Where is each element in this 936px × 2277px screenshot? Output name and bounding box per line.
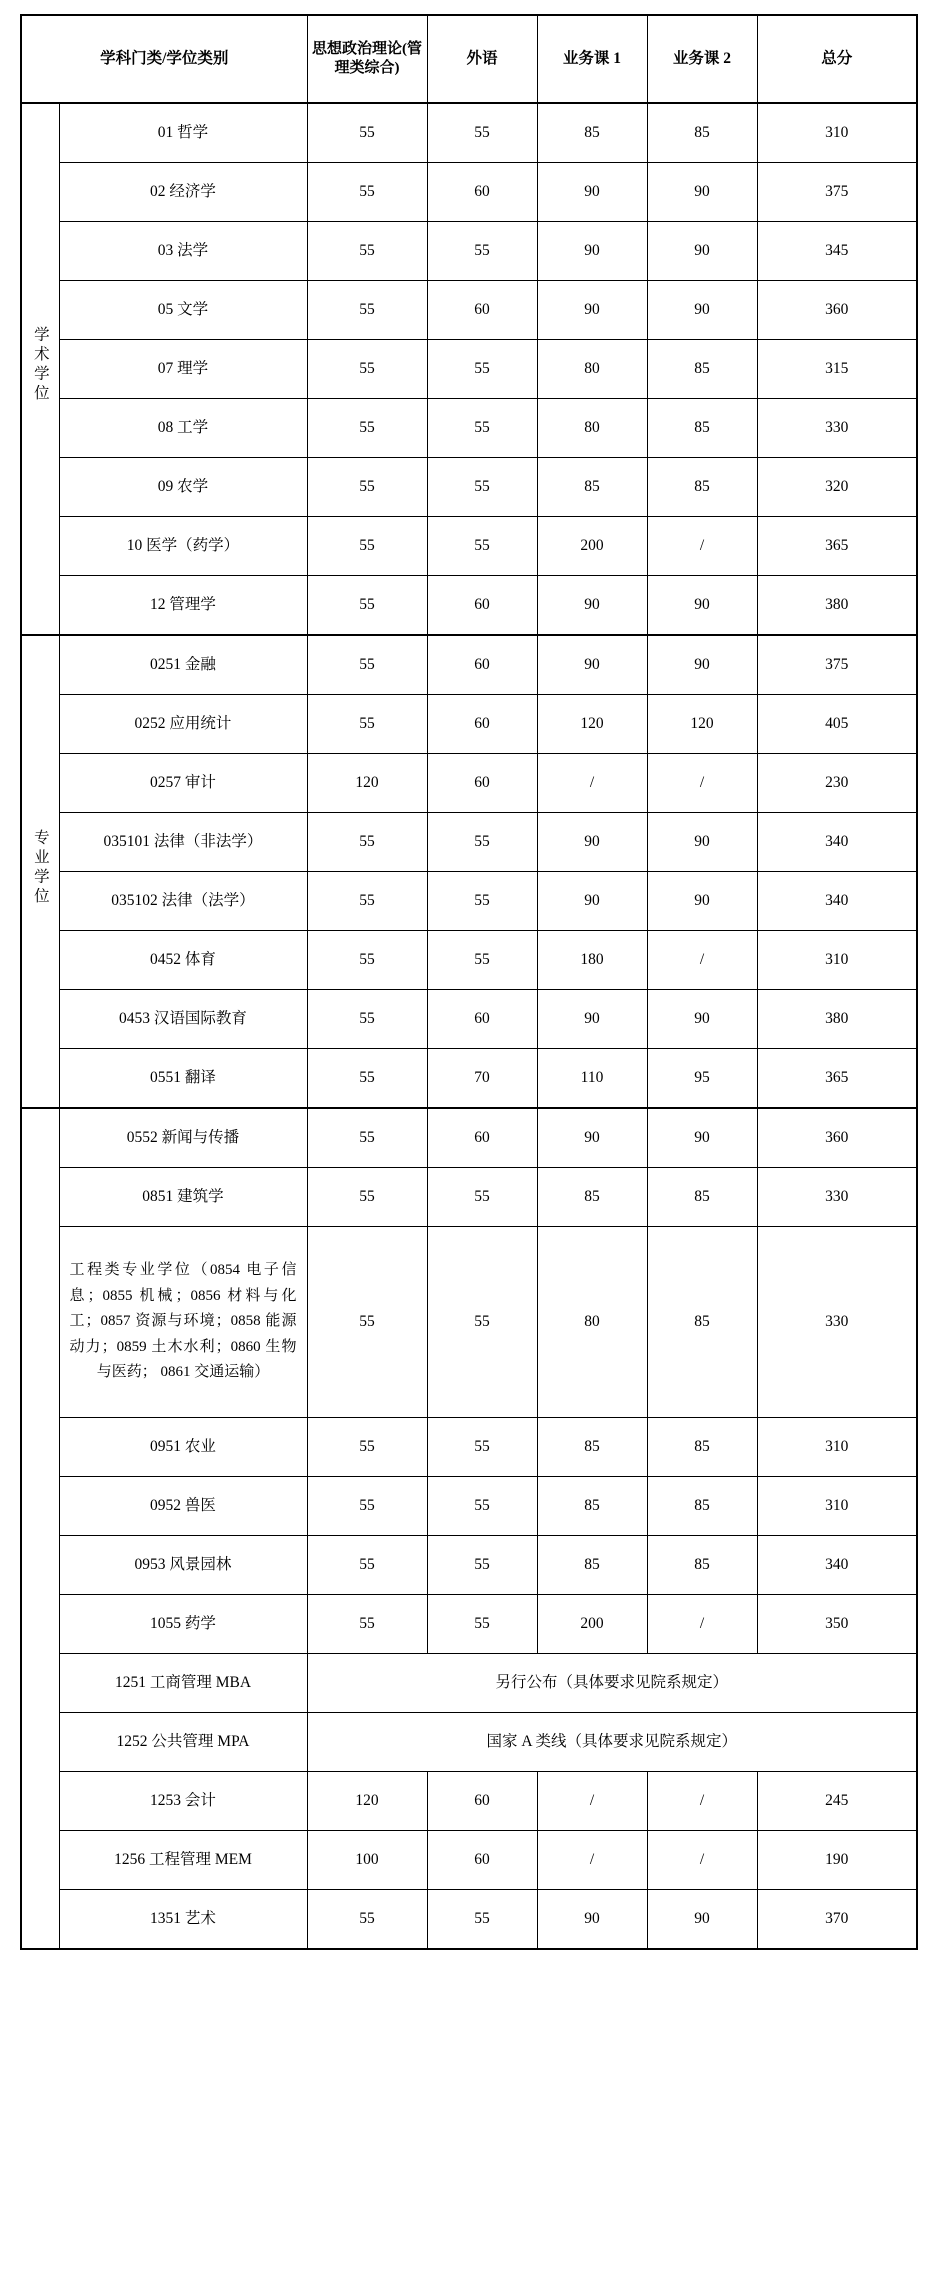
merged-note-cell: 另行公布（具体要求见院系规定） [307, 1654, 917, 1713]
prof2-score-cell: 85 [647, 399, 757, 458]
foreign-score-cell: 55 [427, 813, 537, 872]
prof2-score-cell: 120 [647, 695, 757, 754]
foreign-score-cell: 55 [427, 222, 537, 281]
header-prof1: 业务课 1 [537, 15, 647, 103]
total-score-cell: 360 [757, 281, 917, 340]
prof1-score-cell: 90 [537, 635, 647, 695]
major-name-cell: 08 工学 [59, 399, 307, 458]
prof2-score-cell: 90 [647, 1108, 757, 1168]
politics-score-cell: 55 [307, 340, 427, 399]
total-score-cell: 330 [757, 1227, 917, 1418]
total-score-cell: 330 [757, 399, 917, 458]
total-score-cell: 310 [757, 931, 917, 990]
foreign-score-cell: 60 [427, 1831, 537, 1890]
major-name-cell: 1252 公共管理 MPA [59, 1713, 307, 1772]
table-row [21, 222, 917, 281]
prof1-score-cell: 85 [537, 103, 647, 163]
total-score-cell: 365 [757, 1049, 917, 1109]
prof2-score-cell: / [647, 931, 757, 990]
table-row [21, 399, 917, 458]
politics-score-cell: 55 [307, 1049, 427, 1109]
total-score-cell: 345 [757, 222, 917, 281]
politics-score-cell: 55 [307, 163, 427, 222]
foreign-score-cell: 60 [427, 635, 537, 695]
total-score-cell: 340 [757, 872, 917, 931]
foreign-score-cell: 55 [427, 1536, 537, 1595]
total-score-cell: 405 [757, 695, 917, 754]
foreign-score-cell: 55 [427, 1227, 537, 1418]
table-row [21, 1595, 917, 1654]
politics-score-cell: 55 [307, 1227, 427, 1418]
header-prof2: 业务课 2 [647, 15, 757, 103]
table-body [21, 103, 917, 1949]
table-row [21, 1654, 917, 1713]
prof1-score-cell: 120 [537, 695, 647, 754]
prof1-score-cell: 80 [537, 1227, 647, 1418]
foreign-score-cell: 55 [427, 931, 537, 990]
foreign-score-cell: 55 [427, 1890, 537, 1950]
foreign-score-cell: 60 [427, 281, 537, 340]
major-name-cell: 1351 艺术 [59, 1890, 307, 1950]
politics-score-cell: 55 [307, 576, 427, 636]
table-row [21, 635, 917, 695]
major-name-cell: 01 哲学 [59, 103, 307, 163]
politics-score-cell: 55 [307, 1595, 427, 1654]
politics-score-cell: 55 [307, 990, 427, 1049]
table-row [21, 340, 917, 399]
politics-score-cell: 55 [307, 517, 427, 576]
prof1-score-cell: 200 [537, 517, 647, 576]
table-row [21, 1713, 917, 1772]
total-score-cell: 310 [757, 1418, 917, 1477]
prof1-score-cell: 90 [537, 813, 647, 872]
prof1-score-cell: 85 [537, 1477, 647, 1536]
politics-score-cell: 55 [307, 1108, 427, 1168]
politics-score-cell: 55 [307, 103, 427, 163]
major-name-cell: 0452 体育 [59, 931, 307, 990]
prof2-score-cell: 85 [647, 1418, 757, 1477]
table-row [21, 281, 917, 340]
merged-note-cell: 国家 A 类线（具体要求见院系规定） [307, 1713, 917, 1772]
major-name-cell: 1253 会计 [59, 1772, 307, 1831]
major-name-cell: 0252 应用统计 [59, 695, 307, 754]
group-label-text: 专业学位 [31, 828, 49, 907]
table-row [21, 1108, 917, 1168]
major-name-cell: 035101 法律（非法学） [59, 813, 307, 872]
header-total: 总分 [757, 15, 917, 103]
prof1-score-cell: 200 [537, 1595, 647, 1654]
major-name-cell: 035102 法律（法学） [59, 872, 307, 931]
prof2-score-cell: 85 [647, 103, 757, 163]
politics-score-cell: 55 [307, 872, 427, 931]
prof1-score-cell: 90 [537, 990, 647, 1049]
prof2-score-cell: / [647, 517, 757, 576]
politics-score-cell: 55 [307, 1477, 427, 1536]
table-row [21, 163, 917, 222]
prof2-score-cell: / [647, 1772, 757, 1831]
score-line-table [20, 14, 918, 1950]
total-score-cell: 310 [757, 1477, 917, 1536]
total-score-cell: 380 [757, 576, 917, 636]
major-name-cell: 0453 汉语国际教育 [59, 990, 307, 1049]
table-row [21, 1477, 917, 1536]
major-name-cell: 0952 兽医 [59, 1477, 307, 1536]
prof2-score-cell: 90 [647, 163, 757, 222]
prof2-score-cell: 95 [647, 1049, 757, 1109]
major-name-cell: 0251 金融 [59, 635, 307, 695]
prof2-score-cell: 85 [647, 1477, 757, 1536]
total-score-cell: 360 [757, 1108, 917, 1168]
group-label-cell [21, 103, 59, 635]
total-score-cell: 320 [757, 458, 917, 517]
prof1-score-cell: 85 [537, 1418, 647, 1477]
total-score-cell: 340 [757, 1536, 917, 1595]
prof2-score-cell: 90 [647, 1890, 757, 1950]
foreign-score-cell: 55 [427, 1418, 537, 1477]
group-label-cell [21, 1108, 59, 1949]
table-row [21, 103, 917, 163]
politics-score-cell: 55 [307, 813, 427, 872]
total-score-cell: 375 [757, 163, 917, 222]
prof1-score-cell: 85 [537, 1536, 647, 1595]
major-name-cell: 05 文学 [59, 281, 307, 340]
table-row [21, 1168, 917, 1227]
table-row [21, 1049, 917, 1109]
major-name-cell: 1256 工程管理 MEM [59, 1831, 307, 1890]
prof2-score-cell: 90 [647, 872, 757, 931]
foreign-score-cell: 55 [427, 517, 537, 576]
prof1-score-cell: 90 [537, 222, 647, 281]
politics-score-cell: 120 [307, 1772, 427, 1831]
header-row [21, 15, 917, 103]
politics-score-cell: 55 [307, 695, 427, 754]
major-name-cell: 0953 风景园林 [59, 1536, 307, 1595]
foreign-score-cell: 60 [427, 1772, 537, 1831]
prof2-score-cell: 85 [647, 1227, 757, 1418]
table-row [21, 458, 917, 517]
total-score-cell: 330 [757, 1168, 917, 1227]
prof1-score-cell: / [537, 1772, 647, 1831]
prof1-score-cell: 90 [537, 576, 647, 636]
table-row [21, 1772, 917, 1831]
table-row [21, 695, 917, 754]
prof2-score-cell: 90 [647, 990, 757, 1049]
prof2-score-cell: / [647, 1595, 757, 1654]
politics-score-cell: 55 [307, 1168, 427, 1227]
foreign-score-cell: 55 [427, 399, 537, 458]
major-name-cell: 0851 建筑学 [59, 1168, 307, 1227]
foreign-score-cell: 55 [427, 1477, 537, 1536]
politics-score-cell: 55 [307, 458, 427, 517]
foreign-score-cell: 60 [427, 695, 537, 754]
table-header [21, 15, 917, 103]
table-row [21, 1831, 917, 1890]
major-name-cell: 10 医学（药学） [59, 517, 307, 576]
prof1-score-cell: 85 [537, 458, 647, 517]
foreign-score-cell: 70 [427, 1049, 537, 1109]
foreign-score-cell: 55 [427, 1595, 537, 1654]
prof1-score-cell: 90 [537, 281, 647, 340]
prof1-score-cell: 90 [537, 1890, 647, 1950]
politics-score-cell: 55 [307, 635, 427, 695]
total-score-cell: 370 [757, 1890, 917, 1950]
prof1-score-cell: 110 [537, 1049, 647, 1109]
politics-score-cell: 100 [307, 1831, 427, 1890]
major-name-cell: 0951 农业 [59, 1418, 307, 1477]
prof2-score-cell: 85 [647, 458, 757, 517]
politics-score-cell: 55 [307, 1536, 427, 1595]
foreign-score-cell: 60 [427, 990, 537, 1049]
table-row [21, 990, 917, 1049]
foreign-score-cell: 60 [427, 1108, 537, 1168]
total-score-cell: 230 [757, 754, 917, 813]
politics-score-cell: 55 [307, 931, 427, 990]
total-score-cell: 365 [757, 517, 917, 576]
major-name-cell: 0257 审计 [59, 754, 307, 813]
table-row [21, 517, 917, 576]
table-row [21, 754, 917, 813]
table-row [21, 1418, 917, 1477]
major-name-cell: 12 管理学 [59, 576, 307, 636]
prof2-score-cell: 90 [647, 222, 757, 281]
header-politics: 思想政治理论(管理类综合) [307, 15, 427, 103]
group-label-cell [21, 635, 59, 1108]
politics-score-cell: 55 [307, 1890, 427, 1950]
prof1-score-cell: 80 [537, 399, 647, 458]
foreign-score-cell: 55 [427, 340, 537, 399]
total-score-cell: 315 [757, 340, 917, 399]
politics-score-cell: 55 [307, 1418, 427, 1477]
prof2-score-cell: / [647, 1831, 757, 1890]
prof2-score-cell: 85 [647, 340, 757, 399]
foreign-score-cell: 55 [427, 103, 537, 163]
major-name-cell: 07 理学 [59, 340, 307, 399]
prof2-score-cell: 85 [647, 1536, 757, 1595]
major-name-cell: 1055 药学 [59, 1595, 307, 1654]
foreign-score-cell: 55 [427, 1168, 537, 1227]
total-score-cell: 340 [757, 813, 917, 872]
major-name-cell: 0551 翻译 [59, 1049, 307, 1109]
group-label-text: 学术学位 [31, 326, 49, 405]
total-score-cell: 375 [757, 635, 917, 695]
politics-score-cell: 120 [307, 754, 427, 813]
table-row [21, 872, 917, 931]
total-score-cell: 310 [757, 103, 917, 163]
total-score-cell: 380 [757, 990, 917, 1049]
foreign-score-cell: 60 [427, 754, 537, 813]
major-name-cell: 0552 新闻与传播 [59, 1108, 307, 1168]
total-score-cell: 190 [757, 1831, 917, 1890]
table-row [21, 1227, 917, 1418]
prof2-score-cell: 90 [647, 576, 757, 636]
prof2-score-cell: 85 [647, 1168, 757, 1227]
total-score-cell: 350 [757, 1595, 917, 1654]
foreign-score-cell: 60 [427, 576, 537, 636]
table-row [21, 1536, 917, 1595]
prof2-score-cell: 90 [647, 813, 757, 872]
prof1-score-cell: 85 [537, 1168, 647, 1227]
politics-score-cell: 55 [307, 281, 427, 340]
table-row [21, 931, 917, 990]
table-row [21, 1890, 917, 1950]
header-major: 学科门类/学位类别 [21, 15, 307, 103]
total-score-cell: 245 [757, 1772, 917, 1831]
prof2-score-cell: / [647, 754, 757, 813]
prof1-score-cell: / [537, 1831, 647, 1890]
major-name-cell: 09 农学 [59, 458, 307, 517]
prof2-score-cell: 90 [647, 281, 757, 340]
prof1-score-cell: 90 [537, 1108, 647, 1168]
major-name-cell: 工程类专业学位（0854 电子信息；0855 机械；0856 材料与化工；0857 资源与环境；0858 能源动力；0859 土木水利；0860 生物与医药； 0861 交通运输） [59, 1227, 307, 1418]
prof1-score-cell: 90 [537, 163, 647, 222]
politics-score-cell: 55 [307, 399, 427, 458]
politics-score-cell: 55 [307, 222, 427, 281]
table-row [21, 813, 917, 872]
major-name-cell: 02 经济学 [59, 163, 307, 222]
major-name-cell: 1251 工商管理 MBA [59, 1654, 307, 1713]
table-row [21, 576, 917, 636]
prof1-score-cell: / [537, 754, 647, 813]
prof2-score-cell: 90 [647, 635, 757, 695]
prof1-score-cell: 80 [537, 340, 647, 399]
foreign-score-cell: 55 [427, 458, 537, 517]
foreign-score-cell: 55 [427, 872, 537, 931]
header-foreign: 外语 [427, 15, 537, 103]
major-name-cell: 03 法学 [59, 222, 307, 281]
prof1-score-cell: 180 [537, 931, 647, 990]
prof1-score-cell: 90 [537, 872, 647, 931]
foreign-score-cell: 60 [427, 163, 537, 222]
